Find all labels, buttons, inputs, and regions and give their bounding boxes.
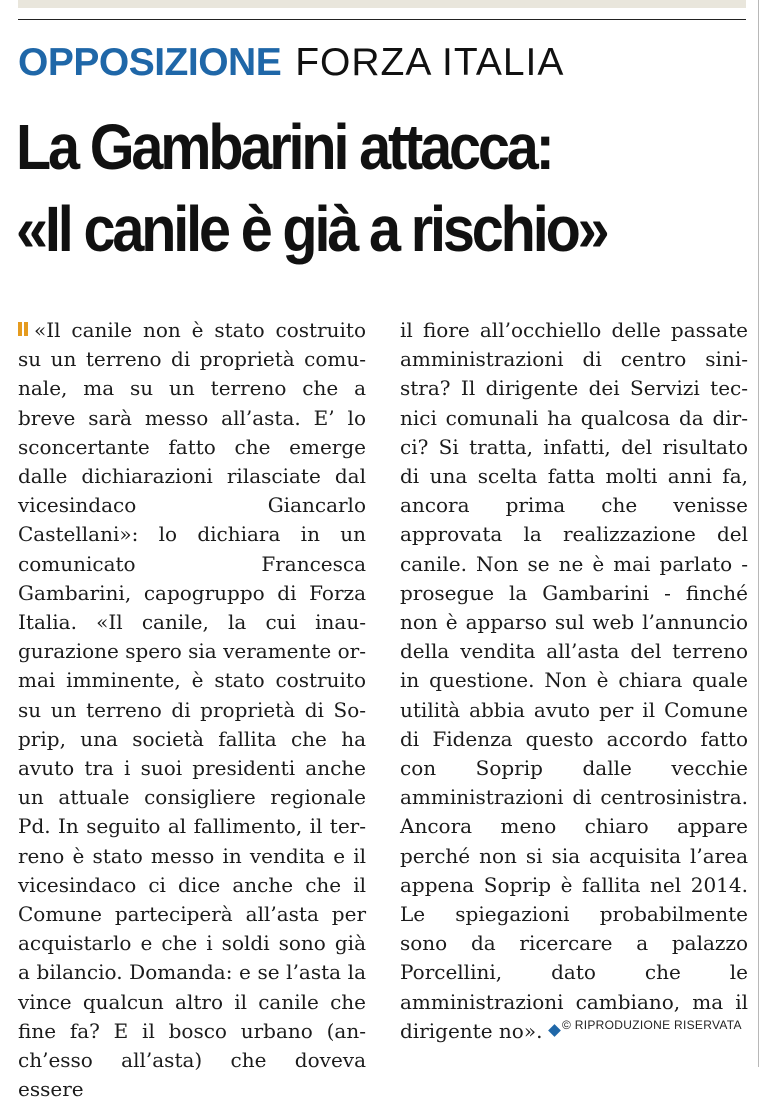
article-column-1 bbox=[18, 316, 366, 1104]
headline bbox=[16, 106, 682, 270]
end-diamond-icon bbox=[549, 1024, 562, 1037]
article-text-col2: il fiore all’occhiello delle passate amministrazioni di centro sinistra? Il dirigente dei Servizi tecnici comunali ha qualcosa da dirci? Si tratta, infatti, del risultato di una scelta fatta molti anni fa, ancora prima che venisse approvata la realizzazione del canile. Non se ne è mai parlato - prosegue la Gambarini - finché non è apparso sul web l’annuncio della vendita all’asta del terreno in questione. Non è chiara quale utilità abbia avuto per il Comune di Fidenza questo accordo fatto con Soprip dalle vecchie amministrazioni di centrosinistra. Ancora meno chiaro appare perché non si sia acquisita l’area appena Soprip è fallita nel 2014. Le spiegazioni probabilmente sono da ricercare a palazzo Porcellini, dato che le amministrazioni cambiano, ma il dirigente no». bbox=[400, 318, 748, 1043]
article-body bbox=[18, 316, 748, 1104]
article-column-2 bbox=[400, 316, 748, 1104]
headline-line-1: La Gambarini attacca: bbox=[16, 111, 552, 183]
start-marker-icon bbox=[24, 322, 28, 336]
article-text-col1: «Il canile non è stato costruito su un terreno di proprietà comunale, ma su un terreno che a breve sarà messo all’asta. E’ lo sconcertante fatto che emerge dalle dichiarazioni rilasciate dal vicesindaco Giancarlo Castellani»: lo dichiara in un comunicato Francesca Gambarini, capogruppo di Forza Italia. «Il canile, la cui inaugurazione spero sia veramente ormai imminente, è stato costruito su un terreno di proprietà di Soprip, una società fallita che ha avuto tra i suoi presidenti anche un attuale consigliere regionale Pd. In seguito al fallimento, il terreno è stato messo in vendita e il vicesindaco ci dice anche che il Comune parteciperà all’asta per acquistarlo e che i soldi sono già a bilancio. Domanda: e se l’asta la vince qualcun altro il canile che fine fa? E il bosco urbano (anch’esso all’asta) che doveva essere bbox=[18, 318, 366, 1102]
headline-line-2: «Il canile è già a rischio» bbox=[16, 193, 607, 265]
kicker-party: FORZA ITALIA bbox=[295, 41, 565, 84]
top-band bbox=[18, 0, 746, 8]
copyright-notice: © RIPRODUZIONE RISERVATA bbox=[562, 1018, 742, 1032]
kicker-section: OPPOSIZIONE bbox=[18, 41, 282, 84]
start-marker-icon bbox=[18, 322, 22, 336]
column-divider-rule bbox=[758, 0, 759, 1067]
top-rule bbox=[18, 19, 746, 20]
kicker bbox=[18, 40, 564, 86]
